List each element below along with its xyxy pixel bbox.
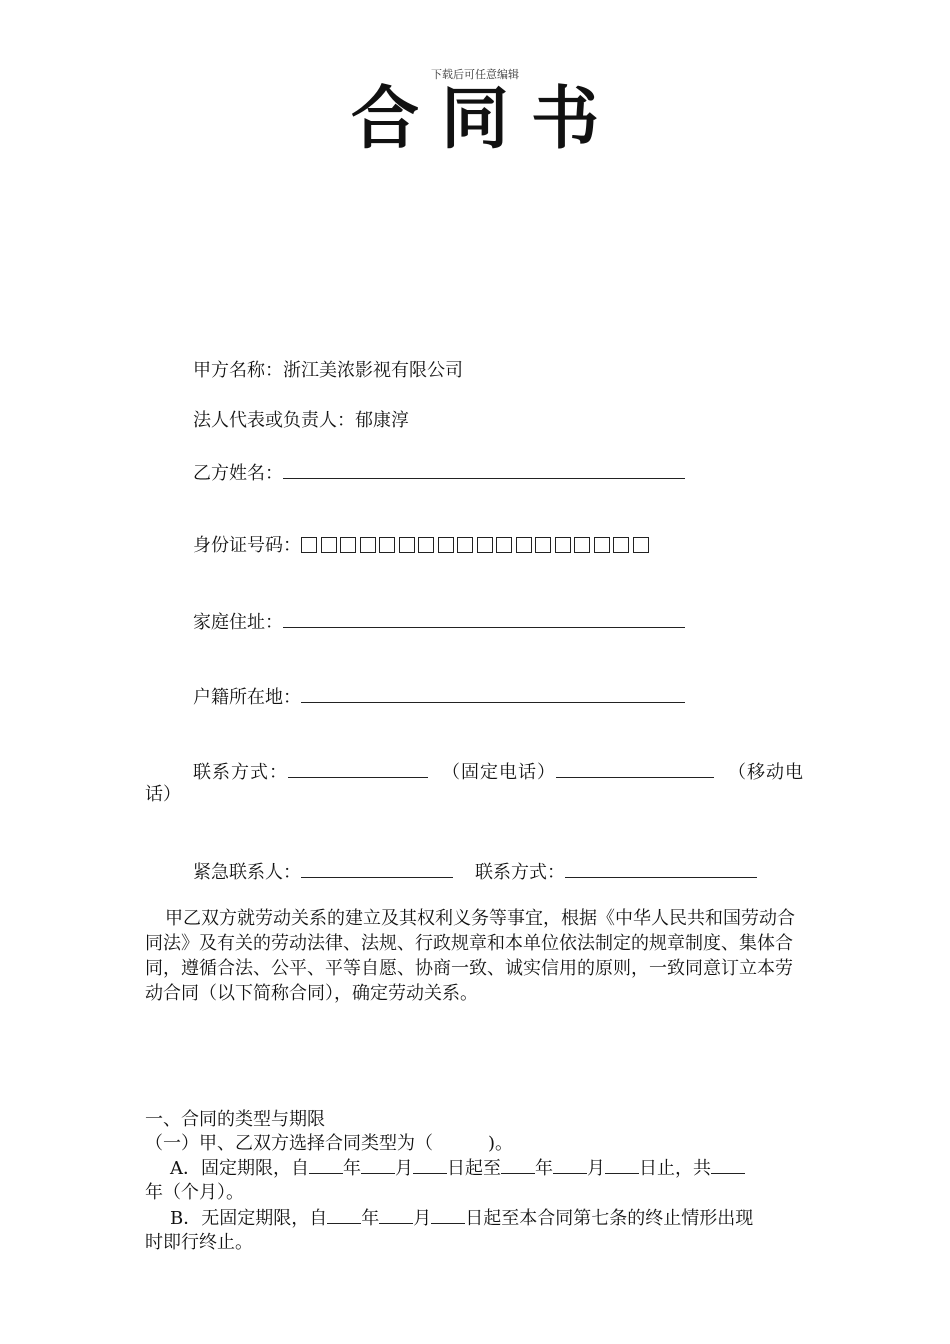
fixed-phone-blank[interactable] bbox=[288, 759, 428, 778]
party-b-name-blank[interactable] bbox=[283, 460, 685, 479]
option-a-day2-blank[interactable] bbox=[605, 1157, 639, 1174]
id-digit-box[interactable] bbox=[457, 537, 473, 553]
option-b-tail: 日起至本合同第七条的终止情形出现 bbox=[465, 1208, 754, 1229]
clause-1-line bbox=[145, 1133, 513, 1155]
id-digit-box[interactable] bbox=[321, 537, 337, 553]
party-a-value: 浙江美浓影视有限公司 bbox=[283, 360, 463, 381]
legal-rep-value: 郁康淳 bbox=[355, 410, 409, 431]
id-digit-box[interactable] bbox=[613, 537, 629, 553]
option-a-day-to-label: 日止，共 bbox=[639, 1158, 711, 1179]
id-digit-box[interactable] bbox=[340, 537, 356, 553]
option-a-year-label: 年 bbox=[343, 1158, 361, 1179]
home-address-field bbox=[193, 609, 685, 634]
fixed-phone-label: （固定电话） bbox=[442, 762, 556, 783]
id-digit-box[interactable] bbox=[633, 537, 649, 553]
emergency-contact-blank[interactable] bbox=[565, 859, 757, 878]
clause-1-suffix: )。 bbox=[488, 1133, 514, 1154]
id-digit-box[interactable] bbox=[360, 537, 376, 553]
option-a-year2-blank[interactable] bbox=[501, 1157, 535, 1174]
id-digit-box[interactable] bbox=[574, 537, 590, 553]
party-b-name-label: 乙方姓名： bbox=[193, 463, 283, 484]
id-digit-box[interactable] bbox=[379, 537, 395, 553]
id-digit-box[interactable] bbox=[438, 537, 454, 553]
id-digit-box[interactable] bbox=[418, 537, 434, 553]
id-digit-box[interactable] bbox=[301, 537, 317, 553]
option-b-year-label: 年 bbox=[361, 1208, 380, 1229]
option-a-label: A．固定期限，自 bbox=[170, 1158, 309, 1179]
party-a-label: 甲方名称： bbox=[193, 360, 283, 381]
id-number-field bbox=[193, 535, 649, 557]
preamble-paragraph: 甲乙双方就劳动关系的建立及其权利义务等事宜，根据《中华人民共和国劳动合同法》及有关的劳动法律、法规、行政规章和本单位依法制定的规章制度、集体合同，遵循合法、公平、平等自愿、协商一致、诚实信用的原则，一致同意订立本劳动合同（以下简称合同），确定劳动关系。 bbox=[145, 908, 795, 1004]
emergency-field bbox=[193, 859, 757, 884]
section-1-heading: 一、合同的类型与期限 bbox=[145, 1109, 325, 1130]
option-a-year2-label: 年 bbox=[535, 1158, 553, 1179]
header-note: 下载后可任意编辑 bbox=[431, 68, 519, 81]
id-digit-box[interactable] bbox=[496, 537, 512, 553]
option-a-line bbox=[170, 1157, 745, 1180]
clause-1-prefix: （一）甲、乙双方选择合同类型为（ bbox=[145, 1133, 433, 1154]
home-address-blank[interactable] bbox=[283, 609, 685, 628]
party-a-field bbox=[193, 360, 463, 382]
option-b-wrap: 时即行终止。 bbox=[145, 1232, 253, 1253]
id-digit-box[interactable] bbox=[516, 537, 532, 553]
option-a-day-from-label: 日起至 bbox=[447, 1158, 501, 1179]
id-number-label: 身份证号码： bbox=[193, 535, 301, 556]
legal-rep-label: 法人代表或负责人： bbox=[193, 410, 355, 431]
id-digit-box[interactable] bbox=[535, 537, 551, 553]
emergency-label: 紧急联系人： bbox=[193, 862, 301, 883]
option-b-line bbox=[170, 1207, 753, 1230]
id-digit-box[interactable] bbox=[477, 537, 493, 553]
id-digit-box[interactable] bbox=[594, 537, 610, 553]
mobile-phone-label: （移动电 bbox=[728, 762, 804, 783]
option-a-month2-label: 月 bbox=[587, 1158, 605, 1179]
legal-rep-field bbox=[193, 410, 409, 432]
option-b-day-blank[interactable] bbox=[431, 1207, 465, 1224]
contact-field bbox=[193, 759, 804, 784]
mobile-phone-blank[interactable] bbox=[556, 759, 714, 778]
emergency-name-blank[interactable] bbox=[301, 859, 453, 878]
household-registration-field bbox=[193, 684, 685, 709]
household-registration-label: 户籍所在地： bbox=[193, 687, 301, 708]
home-address-label: 家庭住址： bbox=[193, 612, 283, 633]
contact-label: 联系方式： bbox=[193, 762, 288, 783]
document-title: 合同书 bbox=[350, 80, 621, 159]
id-digit-box[interactable] bbox=[399, 537, 415, 553]
party-b-name-field bbox=[193, 460, 685, 485]
option-a-wrap: 年（个月）。 bbox=[145, 1182, 244, 1203]
option-a-year-blank[interactable] bbox=[309, 1157, 343, 1174]
id-number-boxes[interactable] bbox=[301, 537, 649, 553]
option-b-month-label: 月 bbox=[413, 1208, 432, 1229]
option-a-month2-blank[interactable] bbox=[553, 1157, 587, 1174]
option-a-day-blank[interactable] bbox=[413, 1157, 447, 1174]
option-a-month-blank[interactable] bbox=[361, 1157, 395, 1174]
emergency-contact-label: 联系方式： bbox=[475, 862, 565, 883]
option-a-month-label: 月 bbox=[395, 1158, 413, 1179]
option-a-total-blank[interactable] bbox=[711, 1157, 745, 1174]
option-b-year-blank[interactable] bbox=[327, 1207, 361, 1224]
option-b-month-blank[interactable] bbox=[379, 1207, 413, 1224]
option-b-label: B．无固定期限，自 bbox=[170, 1208, 328, 1229]
id-digit-box[interactable] bbox=[555, 537, 571, 553]
household-registration-blank[interactable] bbox=[301, 684, 685, 703]
contact-wrap: 话） bbox=[145, 784, 181, 805]
